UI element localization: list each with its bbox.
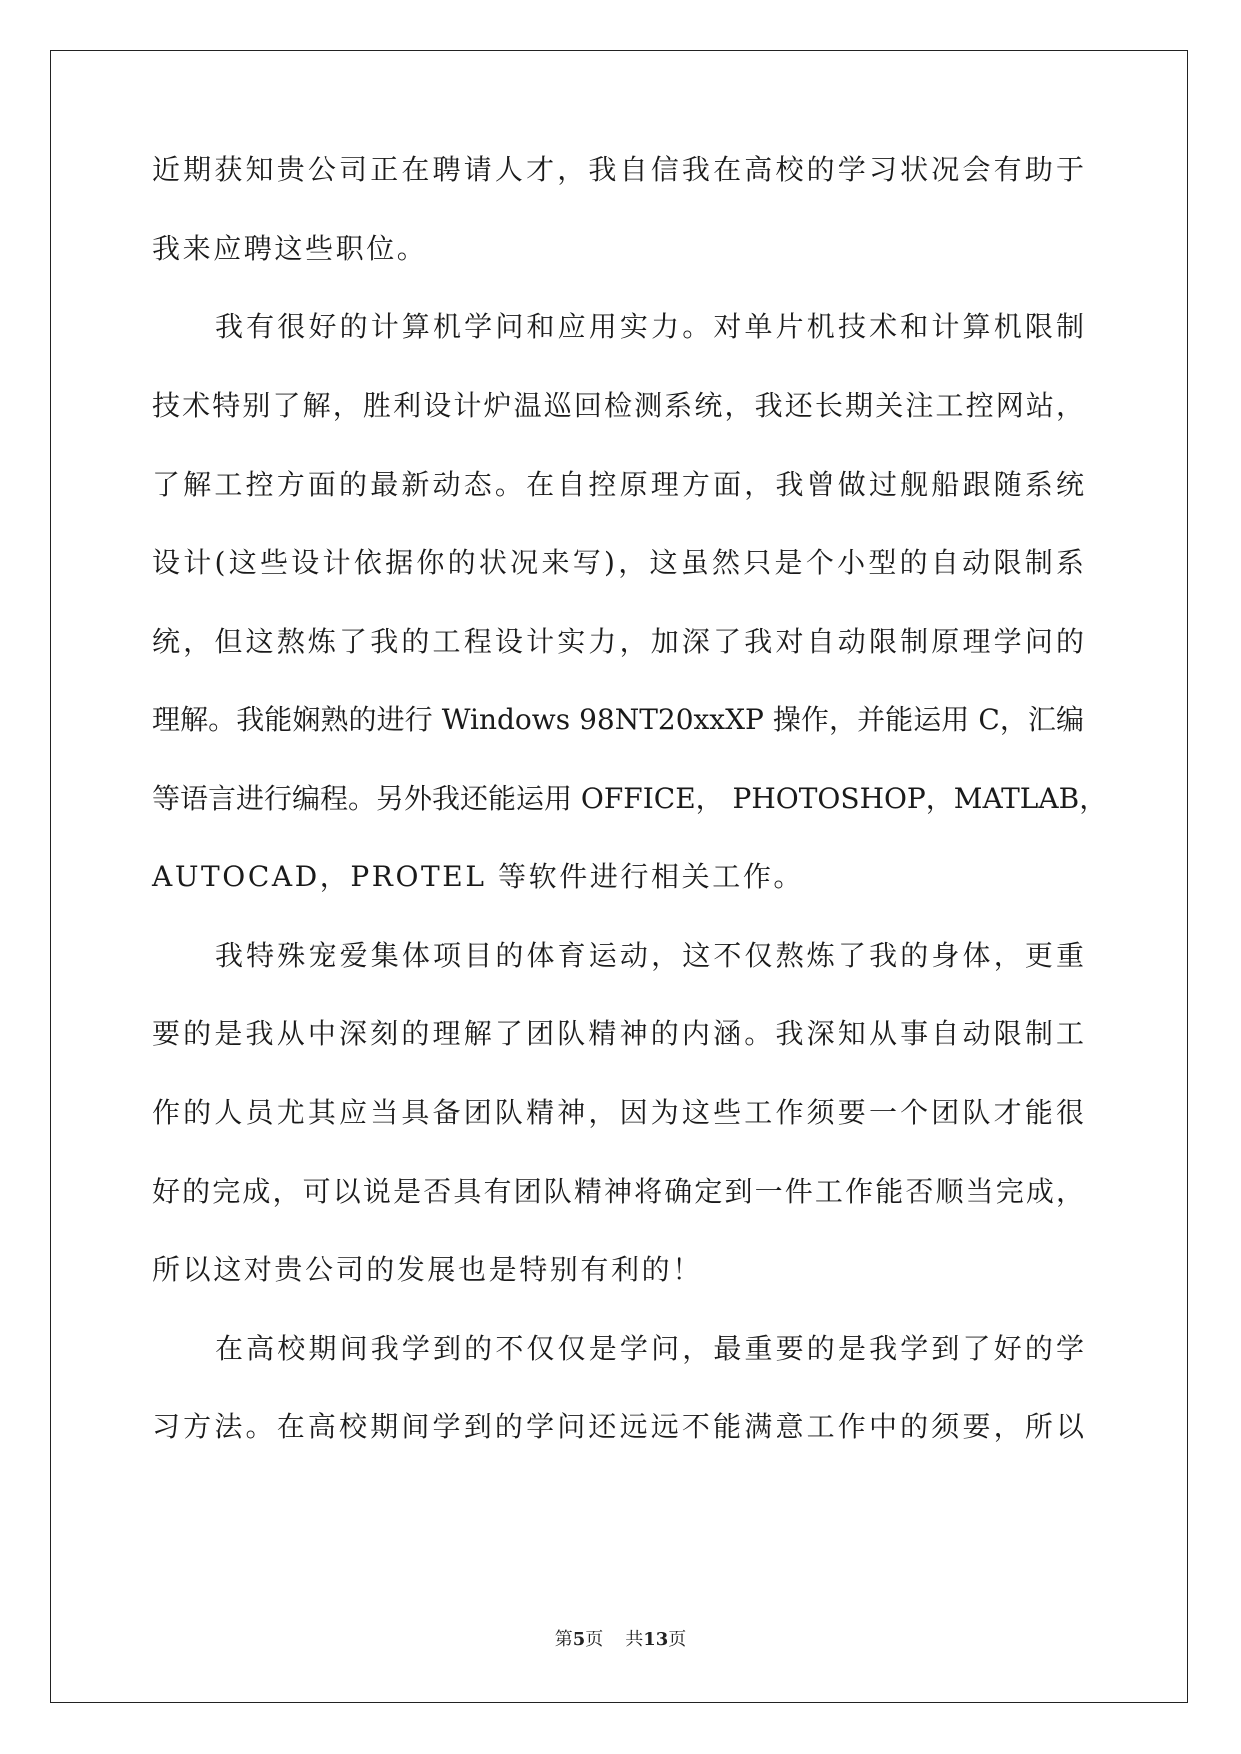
text-line: 习方法。在高校期间学到的学问还远远不能满意工作中的须要，所以 [152,1410,1084,1443]
text-line: 了解工控方面的最新动态。在自控原理方面，我曾做过舰船跟随系统 [152,468,1084,501]
text-line: 技术特别了解，胜利设计炉温巡回检测系统，我还长期关注工控网站， [152,389,1084,422]
total-suffix: 页 [668,1629,687,1650]
text-line: 等语言进行编程。另外我还能运用 OFFICE， PHOTOSHOP，MATLAB， [152,782,1108,815]
page-prefix: 第 [554,1629,573,1650]
text-line: 统，但这熬炼了我的工程设计实力，加深了我对自动限制原理学问的 [152,625,1084,658]
total-pages: 13 [643,1629,669,1650]
page-footer [0,1628,1241,1652]
text-line: 要的是我从中深刻的理解了团队精神的内涵。我深知从事自动限制工 [152,1017,1084,1050]
text-line: AUTOCAD，PROTEL 等软件进行相关工作。 [152,860,805,893]
text-line: 好的完成，可以说是否具有团队精神将确定到一件工作能否顺当完成， [152,1175,1084,1208]
text-line: 我有很好的计算机学问和应用实力。对单片机技术和计算机限制 [215,310,1084,343]
text-line: 作的人员尤其应当具备团队精神，因为这些工作须要一个团队才能很 [152,1096,1084,1129]
text-line: 在高校期间我学到的不仅仅是学问，最重要的是我学到了好的学 [215,1332,1084,1365]
text-line: 所以这对贵公司的发展也是特别有利的！ [152,1253,703,1286]
text-line: 我来应聘这些职位。 [152,232,428,265]
text-line: 我特殊宠爱集体项目的体育运动，这不仅熬炼了我的身体，更重 [215,939,1084,972]
page-suffix: 页 [585,1629,604,1650]
text-line: 近期获知贵公司正在聘请人才，我自信我在高校的学习状况会有助于 [152,153,1084,186]
text-line: 理解。我能娴熟的进行 Windows 98NT20xxXP 操作，并能运用 C，汇编 [152,703,1084,736]
total-prefix: 共 [625,1629,644,1650]
page-number: 5 [572,1629,586,1650]
text-line: 设计(这些设计依据你的状况来写)，这虽然只是个小型的自动限制系 [152,546,1084,579]
